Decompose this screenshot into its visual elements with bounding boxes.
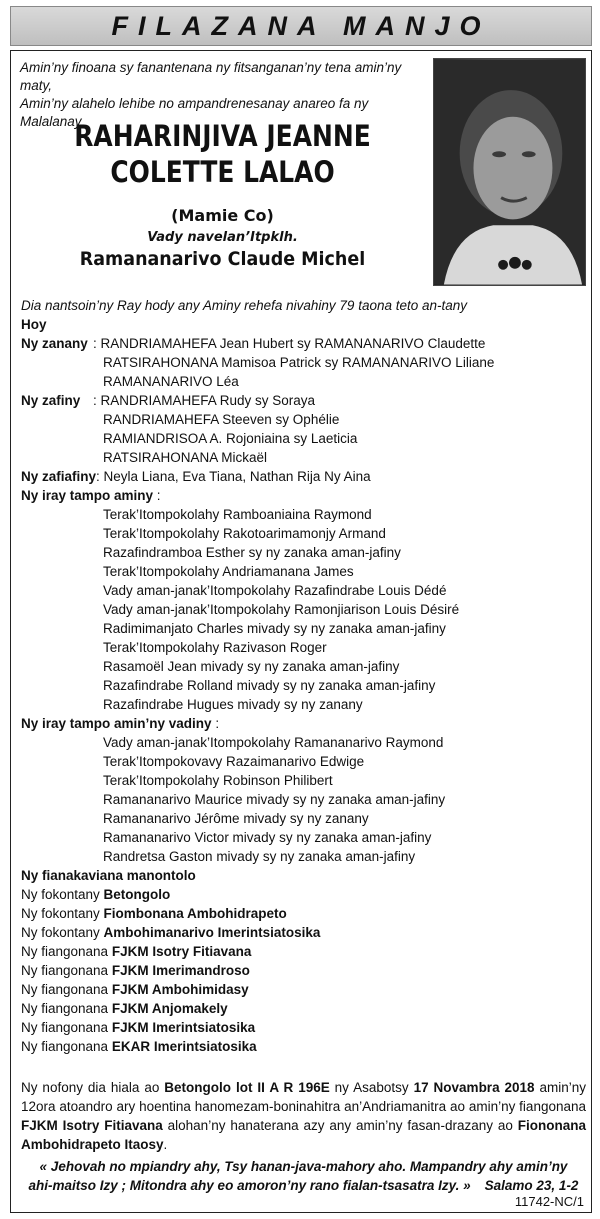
tampo-aminy-line: Razafindrabe Rolland mivady sy ny zanaka aman-jafiny <box>103 678 436 693</box>
burial-paragraph <box>21 1078 586 1154</box>
group-prefix: Ny fiangonana <box>21 1020 112 1035</box>
burial-text: ny Asabotsy <box>329 1080 414 1095</box>
group-line <box>21 999 586 1018</box>
reference-code: 11742-NC/1 <box>514 1194 584 1209</box>
zanany-row <box>21 334 586 353</box>
tampo-aminy-line: Terak’Itompokolahy Ramboaniaina Raymond <box>103 507 372 522</box>
tampo-aminy-line: Terak’Itompokolahy Razivason Roger <box>103 640 327 655</box>
tampo-vadiny-line: Ramananarivo Victor mivady sy ny zanaka aman-jafiny <box>103 830 432 845</box>
group-line <box>21 904 586 923</box>
burial-tomb: Fiononana Ambohidrapeto Itaosy <box>21 1118 586 1152</box>
group-prefix: Ny fokontany <box>21 925 104 940</box>
tampo-aminy-line: Terak’Itompokolahy Andriamanana James <box>103 564 354 579</box>
group-line <box>21 923 586 942</box>
tampo-vadiny-colon: : <box>211 716 220 731</box>
zafiny-line: RANDRIAMAHEFA Steeven sy Ophélie <box>103 412 340 427</box>
burial-text: alohan’ny hanaterana azy any amin’ny fasan-drazany ao <box>162 1118 518 1133</box>
burial-text: . <box>163 1137 168 1152</box>
tampo-vadiny-line: Terak’Itompokovavy Razaimanarivo Edwige <box>103 754 365 769</box>
zanany-line: RAMANANARIVO Léa <box>103 374 239 389</box>
intro-line: Amin’ny finoana sy fanantenana ny fitsanganan’ny tena amin’ny maty, <box>20 60 402 93</box>
zafiny-line: : RANDRIAMAHEFA Rudy sy Soraya <box>93 393 316 408</box>
portrait-photo <box>433 58 586 286</box>
tampo-vadiny-line: Randretsa Gaston mivady sy ny zanaka aman-jafiny <box>103 849 416 864</box>
group-prefix: Ny fiangonana <box>21 1039 112 1054</box>
tampo-aminy-line: Terak’Itompokolahy Rakotoarimamonjy Armand <box>103 526 386 541</box>
tampo-aminy-line: Vady aman-janak’Itompokolahy Ramonjiarison Louis Désiré <box>103 602 460 617</box>
tampo-vadiny-line: Ramananarivo Jérôme mivady sy ny zanany <box>103 811 369 826</box>
group-line <box>21 980 586 999</box>
zanany-label: Ny zanany <box>21 336 88 351</box>
spouse-label: Vady navelan’Itpklh. <box>147 230 298 245</box>
tampo-aminy-line: Razafindrabe Hugues mivady sy ny zanany <box>103 697 363 712</box>
zanany-line: : RANDRIAMAHEFA Jean Hubert sy RAMANANARIVO Claudette <box>93 336 486 351</box>
tampo-aminy-line: Razafindramboa Esther sy ny zanaka aman-jafiny <box>103 545 401 560</box>
burial-place: Betongolo lot II A R 196E <box>164 1080 330 1095</box>
fianakaviana-label: Ny fianakaviana manontolo <box>21 868 196 883</box>
zafiny-line: RATSIRAHONANA Mickaël <box>103 450 268 465</box>
tampo-vadiny-line: Vady aman-janak’Itompokolahy Ramananarivo Raymond <box>103 735 444 750</box>
bible-verse <box>21 1157 586 1195</box>
intro-line: Amin’ny alahelo lehibe no ampandrenesanay anareo fa ny Malalanay <box>20 96 369 129</box>
name-line: COLETTE LALAO <box>110 155 335 189</box>
death-line: Dia nantsoin’ny Ray hody any Aminy rehefa nivahiny 79 taona teto an-tany <box>21 298 468 313</box>
group-line <box>21 1018 586 1037</box>
group-prefix: Ny fiangonana <box>21 944 112 959</box>
group-prefix: Ny fiangonana <box>21 963 112 978</box>
family-section <box>21 296 586 1056</box>
tampo-vadiny-line: Ramananarivo Maurice mivady sy ny zanaka aman-jafiny <box>103 792 446 807</box>
nickname: (Mamie Co) <box>171 206 274 225</box>
zafiafiny-label: Ny zafiafiny <box>21 469 97 484</box>
verse-text: ahi-maitso Izy ; Mitondra ahy eo amoron’ny rano fialan-tsasatra Izy. » <box>28 1178 471 1193</box>
group-name: FJKM Imerimandroso <box>111 963 250 978</box>
burial-text: amin’ny 12ora atoandro ary hoentina hanomezam-boninahitra an’Andriamanitra ao amin’ny fiangonana <box>21 1080 587 1114</box>
group-name: Ambohimanarivo Imerintsiatosika <box>103 925 321 940</box>
hoy-label: Hoy <box>21 317 47 332</box>
group-line <box>21 1037 586 1056</box>
group-name: FJKM Imerintsiatosika <box>111 1020 256 1035</box>
zanany-line: RATSIRAHONANA Mamisoa Patrick sy RAMANANARIVO Liliane <box>103 355 495 370</box>
tampo-aminy-label: Ny iray tampo aminy <box>21 488 154 503</box>
group-name: FJKM Isotry Fitiavana <box>111 944 252 959</box>
deceased-name <box>48 118 396 190</box>
group-line <box>21 885 586 904</box>
tampo-aminy-colon: : <box>153 488 161 503</box>
tampo-aminy-row <box>21 486 586 505</box>
header-banner: FILAZANA MANJO <box>10 6 592 46</box>
group-line <box>21 942 586 961</box>
burial-text: Ny nofony dia hiala ao <box>21 1080 165 1095</box>
spouse-name: Ramananarivo Claude Michel <box>79 248 366 270</box>
tampo-vadiny-row <box>21 714 586 733</box>
verse-line <box>21 1176 586 1195</box>
tampo-aminy-line: Vady aman-janak’Itompokolahy Razafindrabe Louis Dédé <box>103 583 447 598</box>
verse-citation: Salamo 23, 1-2 <box>484 1178 579 1193</box>
group-name: Betongolo <box>103 887 171 902</box>
zafiafiny-text: : Neyla Liana, Eva Tiana, Nathan Rija Ny Aina <box>96 469 371 484</box>
group-line <box>21 961 586 980</box>
verse-line: « Jehovah no mpiandry ahy, Tsy hanan-java-mahory aho. Mampandry ahy amin’ny <box>39 1159 568 1174</box>
tampo-aminy-line: Radimimanjato Charles mivady sy ny zanaka aman-jafiny <box>103 621 446 636</box>
zafiny-line: RAMIANDRISOA A. Rojoniaina sy Laeticia <box>103 431 358 446</box>
portrait-image <box>434 59 585 285</box>
group-prefix: Ny fiangonana <box>21 982 112 997</box>
name-line: RAHARINJIVA JEANNE <box>74 119 371 153</box>
burial-church: FJKM Isotry Fitiavana <box>21 1118 163 1133</box>
group-prefix: Ny fokontany <box>21 906 104 921</box>
tampo-vadiny-label: Ny iray tampo amin’ny vadiny <box>21 716 212 731</box>
group-prefix: Ny fokontany <box>21 887 104 902</box>
group-name: FJKM Anjomakely <box>111 1001 228 1016</box>
tampo-vadiny-line: Terak’Itompokolahy Robinson Philibert <box>103 773 333 788</box>
group-name: FJKM Ambohimidasy <box>111 982 249 997</box>
zafiafiny-row <box>21 467 586 486</box>
zafiny-row <box>21 391 586 410</box>
group-name: Fiombonana Ambohidrapeto <box>103 906 287 921</box>
burial-date: 17 Novambra 2018 <box>413 1080 535 1095</box>
tampo-aminy-line: Rasamoël Jean mivady sy ny zanaka aman-jafiny <box>103 659 400 674</box>
group-name: EKAR Imerintsiatosika <box>111 1039 257 1054</box>
group-prefix: Ny fiangonana <box>21 1001 112 1016</box>
zafiny-label: Ny zafiny <box>21 393 81 408</box>
